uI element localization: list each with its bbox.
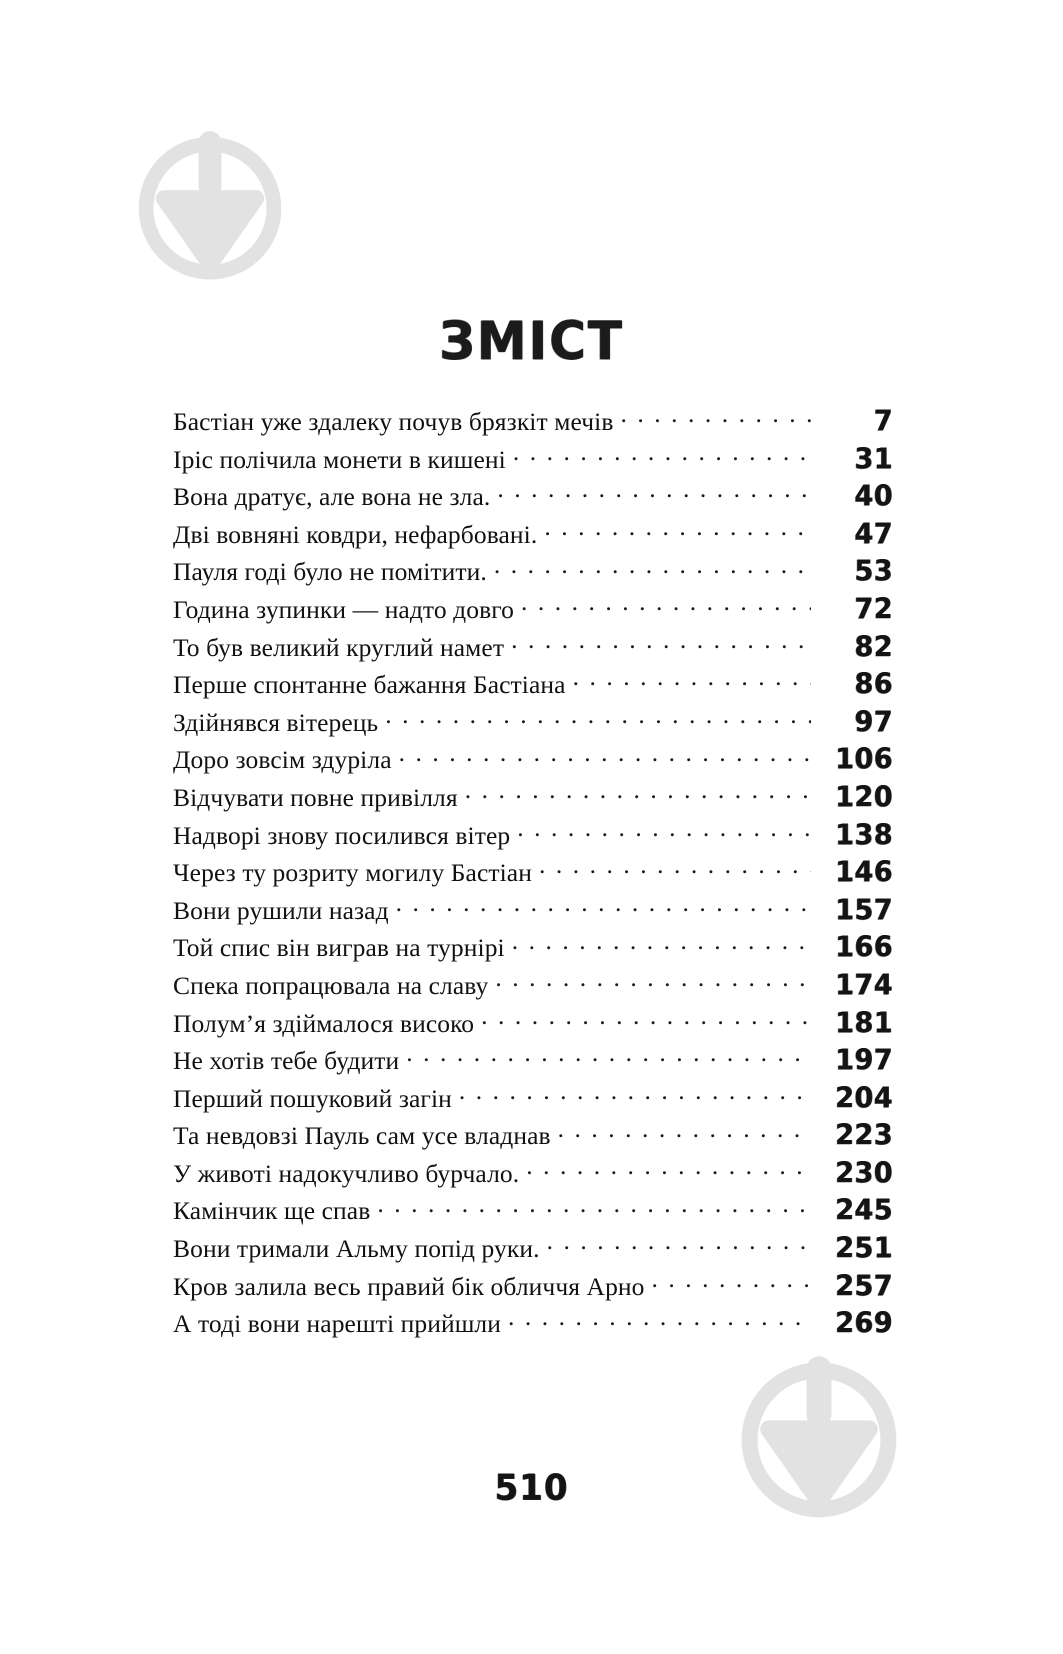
toc-entry[interactable] [173, 555, 893, 596]
toc-entry[interactable] [173, 593, 893, 634]
toc-entry[interactable] [173, 480, 893, 521]
toc-leader-dots [558, 1128, 811, 1144]
toc-entry-page-number: 82 [854, 630, 893, 664]
toc-entry-title: Через ту розриту могилу Бастіан [173, 858, 532, 888]
toc-leader-dots [406, 1053, 811, 1069]
toc-entry-title: Здійнявся вітерець [173, 707, 379, 737]
toc-entry-page-number: 269 [835, 1307, 893, 1340]
toc-entry-title: Перший пошуковий загін [173, 1083, 452, 1113]
toc-entry[interactable] [173, 1082, 893, 1123]
toc-entry-page-number: 204 [835, 1082, 893, 1115]
page-folio-number: 510 [494, 1467, 569, 1509]
toc-leader-dots [385, 715, 811, 731]
toc-entry-title: Пауля годі було не помітити. [173, 557, 487, 587]
toc-entry-title: Бастіан уже здалеку почув брязкіт мечів [173, 407, 614, 436]
toc-entry[interactable] [173, 706, 893, 747]
toc-leader-dots [620, 414, 811, 430]
toc-entry-title: Доро зовсім здуріла [173, 745, 392, 775]
toc-leader-dots [521, 602, 811, 618]
toc-entry-title: Надворі знову посилився вітер [173, 820, 511, 850]
toc-leader-dots [517, 828, 811, 844]
toc-leader-dots [513, 452, 811, 468]
toc-entry-title: Іріс полічила монети в кишені [173, 444, 506, 474]
toc-entry[interactable] [173, 818, 893, 860]
toc-entry-title: У животі надокучливо бурчало. [173, 1158, 520, 1188]
toc-entry-page-number: 97 [854, 706, 893, 739]
toc-entry[interactable] [173, 969, 893, 1010]
toc-entry-title: Відчувати повне привілля [173, 782, 458, 812]
toc-entry[interactable] [173, 1232, 893, 1273]
toc-leader-dots [494, 564, 811, 580]
toc-leader-dots [459, 1091, 811, 1107]
toc-entry-title: Камінчик ще спав [173, 1196, 371, 1226]
toc-entry-title: Вони тримали Альму попід руки. [173, 1234, 540, 1264]
toc-leader-dots [652, 1279, 811, 1295]
toc-entry-page-number: 72 [854, 593, 893, 626]
toc-entry-title: Полум’я здіймалося високо [173, 1008, 475, 1038]
toc-entry[interactable] [173, 743, 893, 784]
toc-entry-title: А тоді вони нарешті прийшли [173, 1309, 501, 1339]
toc-entry-page-number: 138 [835, 818, 893, 852]
toc-leader-dots [512, 940, 811, 956]
toc-entry-page-number: 257 [835, 1270, 893, 1303]
toc-entry-page-number: 40 [854, 480, 893, 513]
toc-entry-page-number: 120 [835, 781, 893, 814]
toc-entry-page-number: 106 [835, 743, 893, 776]
toc-entry-page-number: 157 [835, 894, 893, 927]
toc-entry[interactable] [173, 1307, 893, 1348]
toc-leader-dots [465, 790, 811, 806]
toc-entry-page-number: 197 [835, 1044, 893, 1077]
toc-entry[interactable] [173, 1157, 893, 1198]
toc-leader-dots [377, 1203, 811, 1219]
toc-leader-dots [539, 865, 811, 881]
toc-leader-dots [544, 527, 811, 543]
toc-leader-dots [511, 640, 811, 656]
toc-entry[interactable] [173, 630, 893, 672]
toc-leader-dots [573, 677, 811, 693]
toc-entry[interactable] [173, 1119, 893, 1160]
toc-leader-dots [508, 1316, 811, 1332]
toc-entry-page-number: 223 [835, 1119, 893, 1152]
toc-leader-dots [481, 1016, 811, 1032]
toc-entry-title: Та невдовзі Пауль сам усе владнав [173, 1121, 551, 1151]
toc-entry[interactable] [173, 405, 893, 446]
toc-leader-dots [497, 489, 811, 505]
page-title: ЗМІСТ [439, 309, 624, 372]
toc-entry[interactable] [173, 1044, 893, 1085]
toc-entry-page-number: 86 [854, 668, 893, 701]
toc-entry-title: Не хотів тебе будити [173, 1046, 400, 1076]
toc-entry-page-number: 166 [835, 931, 893, 964]
toc-entry-title: Година зупинки — надто довго [173, 594, 514, 624]
toc-entry-page-number: 181 [835, 1006, 893, 1040]
toc-entry[interactable] [173, 931, 893, 972]
toc-entry-page-number: 174 [835, 969, 893, 1002]
toc-leader-dots [495, 978, 811, 994]
toc-leader-dots [547, 1241, 811, 1257]
toc-entry[interactable] [173, 668, 893, 709]
toc-leader-dots [526, 1166, 811, 1182]
toc-entry-page-number: 7 [873, 405, 893, 438]
toc-entry-page-number: 31 [854, 442, 893, 476]
toc-leader-dots [399, 752, 811, 768]
toc-entry[interactable] [173, 1006, 893, 1048]
toc-leader-dots [396, 903, 811, 919]
toc-entry[interactable] [173, 1194, 893, 1235]
table-of-contents-list [173, 405, 893, 1348]
toc-entry-title: Спека попрацювала на славу [173, 970, 489, 1000]
toc-entry-title: Вони рушили назад [173, 895, 389, 925]
toc-entry[interactable] [173, 894, 893, 935]
toc-entry-page-number: 53 [854, 555, 893, 588]
toc-entry-title: Кров залила весь правий бік обличчя Арно [173, 1271, 645, 1301]
toc-entry-page-number: 230 [835, 1157, 893, 1190]
toc-entry-title: Вона дратує, але вона не зла. [173, 482, 491, 512]
toc-entry[interactable] [173, 781, 893, 822]
toc-entry-title: То був великий круглий намет [173, 632, 505, 662]
toc-entry-title: Дві вовняні ковдри, нефарбовані. [173, 519, 538, 549]
toc-entry-page-number: 251 [835, 1232, 893, 1265]
toc-entry-page-number: 47 [854, 518, 893, 551]
toc-entry-page-number: 245 [835, 1194, 893, 1228]
toc-entry[interactable] [173, 442, 893, 484]
toc-entry[interactable] [173, 856, 893, 897]
toc-entry[interactable] [173, 1270, 893, 1311]
toc-entry-title: Перше спонтанне бажання Бастіана [173, 670, 566, 700]
toc-entry[interactable] [173, 518, 893, 559]
toc-entry-title: Той спис він виграв на турнірі [173, 933, 505, 963]
publisher-logo-watermark-top [128, 118, 292, 282]
toc-entry-page-number: 146 [835, 856, 893, 889]
